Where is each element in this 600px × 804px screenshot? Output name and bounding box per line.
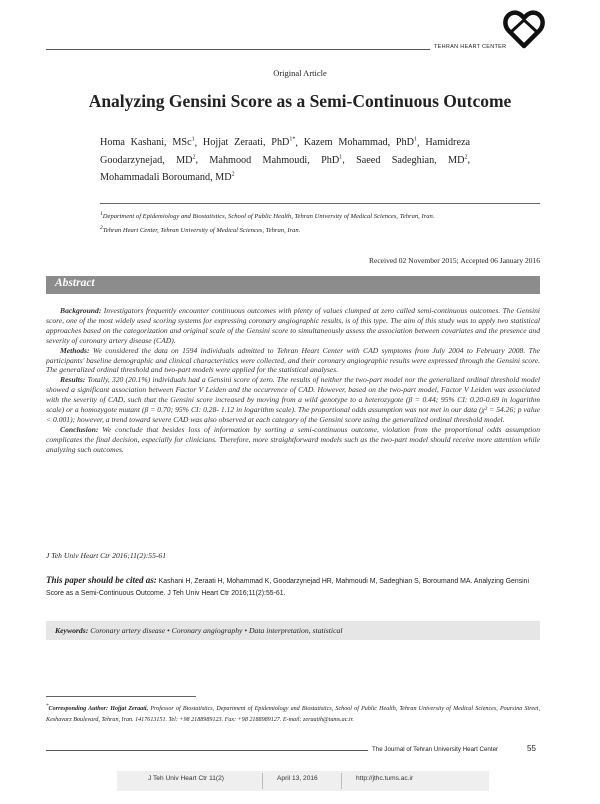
corresponding-author: *Corresponding Author: Hojjat Zeraati, Professor of Biostatistics, Department of Epidemiology and Biostatistics, School of Public Health, Tehran University of Medical Sciences, Poursina Street, Keshavarz Boulevard, Tehran, Iran. 1417613151. Tel: +98 2188989123. Fax: +98 2188989127. E-mail: zeraatih@tums.ac.ir. <box>46 703 540 723</box>
author: Hojjat Zeraati, PhD$^{1*}$ <box>202 137 296 149</box>
author-list: Homa Kashani, MSc$^1$, Hojjat Zeraati, PhD$^{1*}$, Kazem Mohammad, PhD$^1$, Hamidreza Goodarzynejad, $MD^2$, Mahmood Mahmoudi, PhD$^1$, Saeed Sadeghian, $MD^2$, Mohammadali Boroumand, $MD^2$ <box>100 137 471 184</box>
footer-date: April 13, 2016 <box>277 775 318 782</box>
footer-journal-name: The Journal of Tehran University Heart Center <box>372 746 499 753</box>
abstract-header-bar <box>46 276 540 294</box>
paper-title: Analyzing Gensini Score as a Semi-Continuous Outcome <box>88 91 512 111</box>
affiliation-rule <box>100 203 540 204</box>
header-journal-name: TEHRAN HEART CENTER <box>434 44 507 50</box>
abstract-heading: Abstract <box>55 277 95 289</box>
author: Mahmood Mahmoudi, PhD$^1$ <box>209 154 343 166</box>
abstract-journal-ref: J Teh Univ Heart Ctr 2016;11(2):55-61 <box>46 551 167 560</box>
author: Hamidreza Goodarzynejad, $MD^2$ <box>100 137 471 166</box>
author: Homa Kashani, MSc$^1$ <box>100 137 195 149</box>
abstract-background: Background: Investigators frequently encounter continuous outcomes with plenty of values clumped at zero called semi-continuous outcomes. The Gensini score, one of the most widely used scoring systems for expressing coronary angiographic results, is of this type. The aim of this study was to apply two statistical approaches based on the categorization and original scale of the Gensini score to simultaneously assess the association between covariates and the presence and severity of coronary artery disease (CAD). <box>46 306 540 345</box>
affiliation-1: $^1$Department of Epidemiology and Biostatistics, School of Public Health, Tehran University of Medical Sciences, Tehran, Iran. <box>100 211 435 221</box>
footer-rule <box>46 750 368 751</box>
keywords: Keywords: Coronary artery disease • Coronary angiography • Data interpretation, statistical <box>55 626 343 635</box>
footer-divider <box>341 773 342 789</box>
received-dates: Received 02 November 2015; Accepted 06 January 2016 <box>369 256 540 265</box>
author: Kazem Mohammad, PhD$^1$ <box>303 137 418 149</box>
footer-url[interactable]: http://jthc.tums.ac.ir <box>356 775 414 782</box>
abstract-methods: Methods: We considered the data on 1594 individuals admitted to Tehran Heart Center with CAD symptoms from July 2004 to February 2008. The participants' baseline demographic and clinical characteristics were collected, and their coronary angiographic results were expressed through the Gensini score. The generalized ordinal threshold and two-part models were applied for the statistical analyses. <box>46 345 541 375</box>
citation-block <box>46 574 540 600</box>
author: Saeed Sadeghian, $MD^2$ <box>356 154 468 166</box>
author: Mohammadali Boroumand, $MD^2$ <box>100 171 235 184</box>
abstract-body <box>46 306 540 455</box>
citation-label: This paper should be cited as: <box>46 575 157 585</box>
abstract-results: Results: Totally, 320 (20.1%) individuals had a Gensini score of zero. The results of neither the two-part model nor the generalized ordinal threshold model showed a significant association between Factor V Leiden and the occurrence of CAD. However, based on the two-part model, Factor V Leiden was associated with the severity of CAD, such that the Gensini score increased by moving from a wild genotype to a heterozygote (β = 0.44; 95% CI: 0.20-0.69 in logarithm scale) or a homozygote mutant (β = 0.70; 95% CI: 0.28- 1.12 in logarithm scale). The proportional odds assumption was not met in our data (χ² = 54.26; p value < 0.001); however, a trend toward severe CAD was also observed at each category of the Gensini score using the generalized ordinal threshold model. <box>46 375 540 424</box>
article-type: Original Article <box>273 68 327 78</box>
citation-text: Kashani H, Zeraati H, Mohammad K, Goodarzynejad HR, Mahmoudi M, Sadeghian S, Boroumand MA. Analyzing Gensini Score as a Semi-Continuous Outcome. J Teh Univ Heart Ctr 2016;11(2):55-61. <box>46 578 530 597</box>
header-rule <box>46 49 430 50</box>
footer-issue: J Teh Univ Heart Ctr 11(2) <box>148 775 224 782</box>
corresponding-rule <box>46 696 196 697</box>
abstract-conclusion: Conclusion: We conclude that besides loss of information by sorting a semi-continuous outcome, violation from the proportional odds assumption complicates the final decision, especially for clinicians. Therefore, more straightforward models such as the two-part model should receive more attention while analyzing such outcomes. <box>46 424 540 454</box>
footer-divider <box>262 773 263 789</box>
journal-logo-icon <box>503 10 545 50</box>
affiliations <box>100 209 480 236</box>
page-number: 55 <box>527 744 536 753</box>
affiliation-2: $^2$Tehran Heart Center, Tehran University of Medical Sciences, Tehran, Iran. <box>100 224 301 234</box>
